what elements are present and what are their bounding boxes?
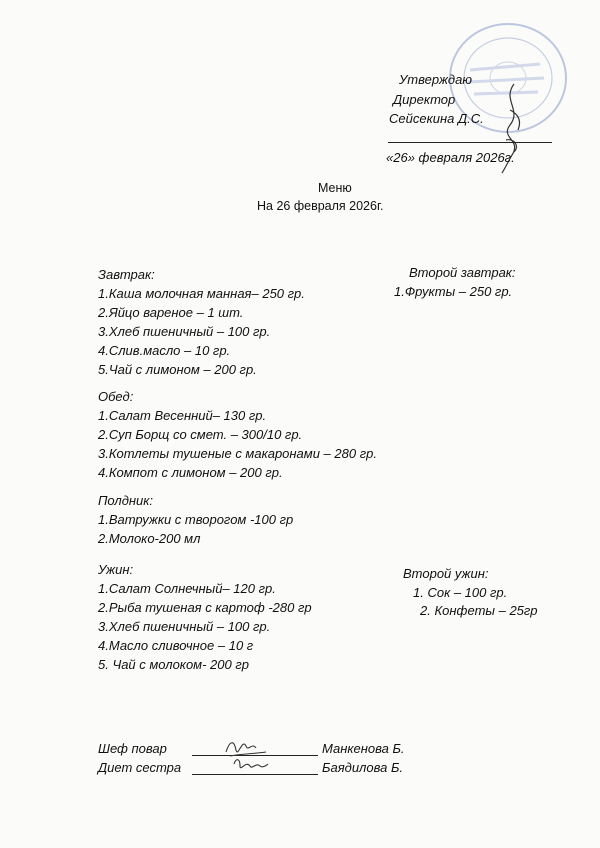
snack-title: Полдник: <box>98 493 154 508</box>
second-dinner-item: 1. Сок – 100 гр. <box>413 585 508 600</box>
page-subtitle: На 26 февраля 2026г. <box>257 199 384 213</box>
lunch-item: 4.Компот с лимоном – 200 гр. <box>98 465 283 480</box>
approval-approve-word: Утверждаю <box>399 72 473 87</box>
approval-name: Сейсекина Д.С. <box>389 111 484 126</box>
nurse-name: Баядилова Б. <box>322 760 404 775</box>
dinner-title: Ужин: <box>98 562 134 577</box>
approval-signature-line <box>388 142 552 143</box>
lunch-item: 1.Салат Весенний– 130 гр. <box>98 408 267 423</box>
dinner-item: 3.Хлеб пшеничный – 100 гр. <box>98 619 271 634</box>
chef-name: Манкенова Б. <box>322 741 405 756</box>
breakfast-item: 5.Чай с лимоном – 200 гр. <box>98 362 257 377</box>
breakfast-item: 2.Яйцо вареное – 1 шт. <box>98 305 244 320</box>
snack-section <box>98 491 293 548</box>
nurse-label: Диет сестра <box>98 760 182 775</box>
dinner-section <box>98 560 312 674</box>
lunch-item: 3.Котлеты тушеные с макаронами – 280 гр. <box>98 446 377 461</box>
snack-item: 2.Молоко-200 мл <box>98 531 201 546</box>
approval-date: «26» февраля 2026г. <box>386 150 515 165</box>
dinner-item: 4.Масло сливочное – 10 г <box>98 638 254 653</box>
breakfast-title: Завтрак: <box>98 267 155 282</box>
lunch-item: 2.Суп Борщ со смет. – 300/10 гр. <box>98 427 303 442</box>
chef-label: Шеф повар <box>98 741 167 756</box>
dinner-item: 5. Чай с молоком- 200 гр <box>98 657 249 672</box>
dinner-item: 1.Салат Солнечный– 120 гр. <box>98 581 276 596</box>
dinner-item: 2.Рыба тушеная с картоф -280 гр <box>98 600 312 615</box>
lunch-section <box>98 387 377 482</box>
breakfast-item: 4.Слив.масло – 10 гр. <box>98 343 231 358</box>
approval-position: Директор <box>393 92 456 107</box>
lunch-title: Обед: <box>98 389 134 404</box>
breakfast-item: 1.Каша молочная манная– 250 гр. <box>98 286 305 301</box>
page-title: Меню <box>318 181 352 195</box>
second-breakfast-title: Второй завтрак: <box>409 265 516 280</box>
breakfast-section <box>98 265 305 379</box>
chef-signature-icon <box>222 732 272 776</box>
second-dinner-item: 2. Конфеты – 25гр <box>420 603 538 618</box>
second-breakfast-item: 1.Фрукты – 250 гр. <box>394 284 513 299</box>
snack-item: 1.Ватружки с творогом -100 гр <box>98 512 294 527</box>
breakfast-item: 3.Хлеб пшеничный – 100 гр. <box>98 324 271 339</box>
second-dinner-title: Второй ужин: <box>403 566 489 581</box>
